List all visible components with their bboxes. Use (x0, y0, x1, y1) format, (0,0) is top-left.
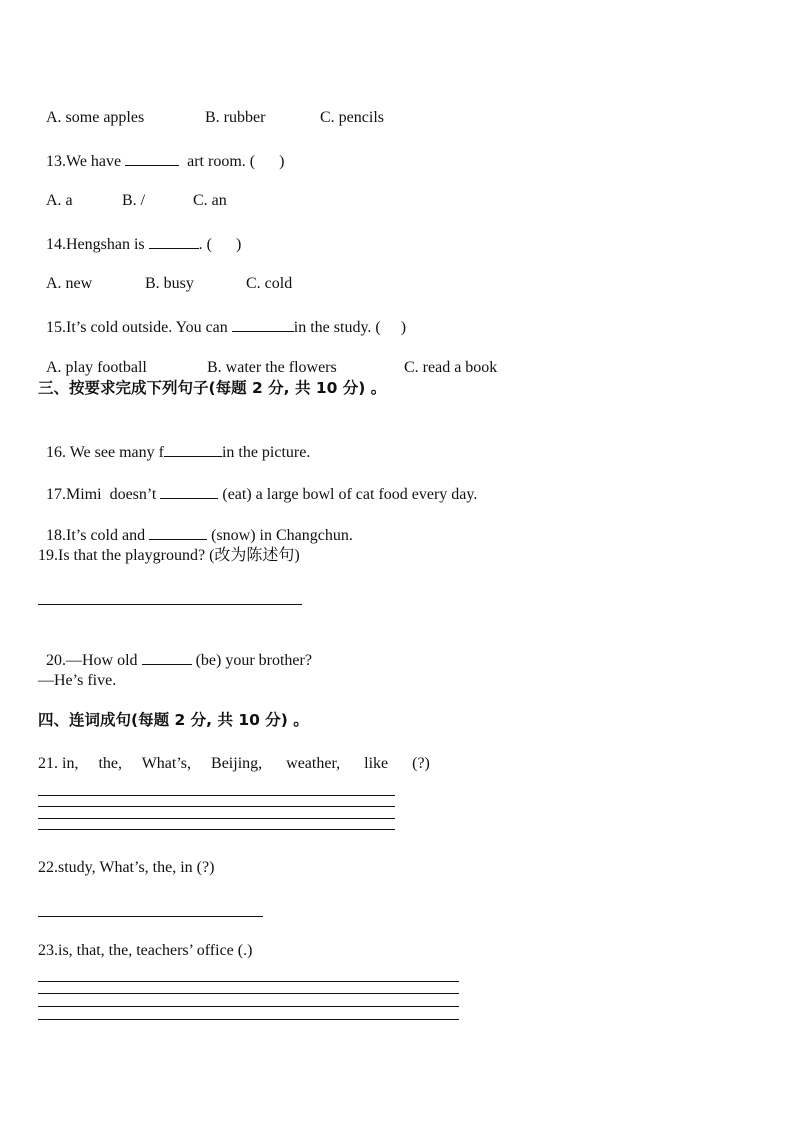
q15-text-post: in the study. ( ) (293, 319, 407, 336)
q23-writing-line-1[interactable] (38, 981, 459, 982)
section-4-heading: 四、连词成句(每题 2 分, 共 10 分) 。 (38, 711, 309, 729)
q21-writing-line-4[interactable] (38, 829, 395, 830)
q23-writing-line-4[interactable] (38, 1019, 459, 1020)
q12-option-c: C. pencils (320, 109, 384, 126)
q16-text-pre: 16. We see many f (46, 444, 164, 461)
q14-text-pre: 14.Hengshan is (46, 236, 149, 253)
q13-option-c: C. an (193, 192, 227, 209)
q14-option-c: C. cold (246, 275, 293, 292)
q13-option-b: B. / (122, 192, 146, 209)
q22-question: 22.study, What’s, the, in (?) (38, 859, 215, 876)
q21-writing-line-3[interactable] (38, 818, 395, 819)
q13-options (38, 171, 227, 211)
q16-text-post: in the picture. (221, 444, 311, 461)
q15-blank[interactable] (232, 316, 294, 332)
q13-blank[interactable] (125, 150, 179, 166)
q16-question (38, 421, 310, 463)
q23-question: 23.is, that, the, teachers’ office (.) (38, 942, 253, 959)
q17-text-pre: 17.Mimi doesn’t (46, 486, 161, 503)
q20-question (38, 629, 312, 671)
q12-option-a: A. some apples (46, 109, 145, 126)
q15-option-b: B. water the flowers (207, 359, 337, 376)
q21-writing-line-1[interactable] (38, 795, 395, 796)
q18-text-post: (snow) in Changchun. (207, 527, 353, 544)
q14-blank[interactable] (149, 233, 199, 249)
q17-blank[interactable] (160, 483, 218, 499)
q13-question (38, 130, 284, 172)
q15-option-c: C. read a book (404, 359, 498, 376)
q14-option-b: B. busy (145, 275, 194, 292)
q14-options (38, 254, 292, 294)
q15-option-a: A. play football (46, 359, 147, 376)
q14-option-a: A. new (46, 275, 93, 292)
q20-blank[interactable] (142, 649, 192, 665)
q18-text-pre: 18.It’s cold and (46, 527, 150, 544)
q20-answer: —He’s five. (38, 672, 117, 689)
q12-options (38, 88, 384, 128)
q21-question: 21. in, the, What’s, Beijing, weather, like (?) (38, 755, 430, 772)
q13-option-a: A. a (46, 192, 73, 209)
q16-blank[interactable] (164, 441, 222, 457)
q13-text-post: art room. ( ) (179, 153, 285, 170)
q21-writing-line-2[interactable] (38, 806, 395, 807)
q17-question (38, 463, 477, 505)
q22-answer-line[interactable] (38, 916, 263, 917)
q18-blank[interactable] (149, 524, 207, 540)
q15-text-pre: 15.It’s cold outside. You can (46, 319, 232, 336)
q19-answer-line[interactable] (38, 604, 302, 605)
q14-question (38, 213, 241, 255)
section-3-heading: 三、按要求完成下列句子(每题 2 分, 共 10 分) 。 (38, 379, 387, 397)
q15-question (38, 296, 406, 338)
q18-question (38, 504, 353, 546)
q20-text-pre: 20.—How old (46, 652, 142, 669)
q19-question: 19.Is that the playground? (改为陈述句) (38, 547, 300, 564)
q17-text-post: (eat) a large bowl of cat food every day. (218, 486, 478, 503)
q20-text-post: (be) your brother? (191, 652, 312, 669)
q15-options (38, 338, 497, 378)
q14-text-post: . ( ) (198, 236, 242, 253)
q12-option-b: B. rubber (205, 109, 266, 126)
q23-writing-line-3[interactable] (38, 1006, 459, 1007)
q23-writing-line-2[interactable] (38, 993, 459, 994)
q13-text-pre: 13.We have (46, 153, 126, 170)
